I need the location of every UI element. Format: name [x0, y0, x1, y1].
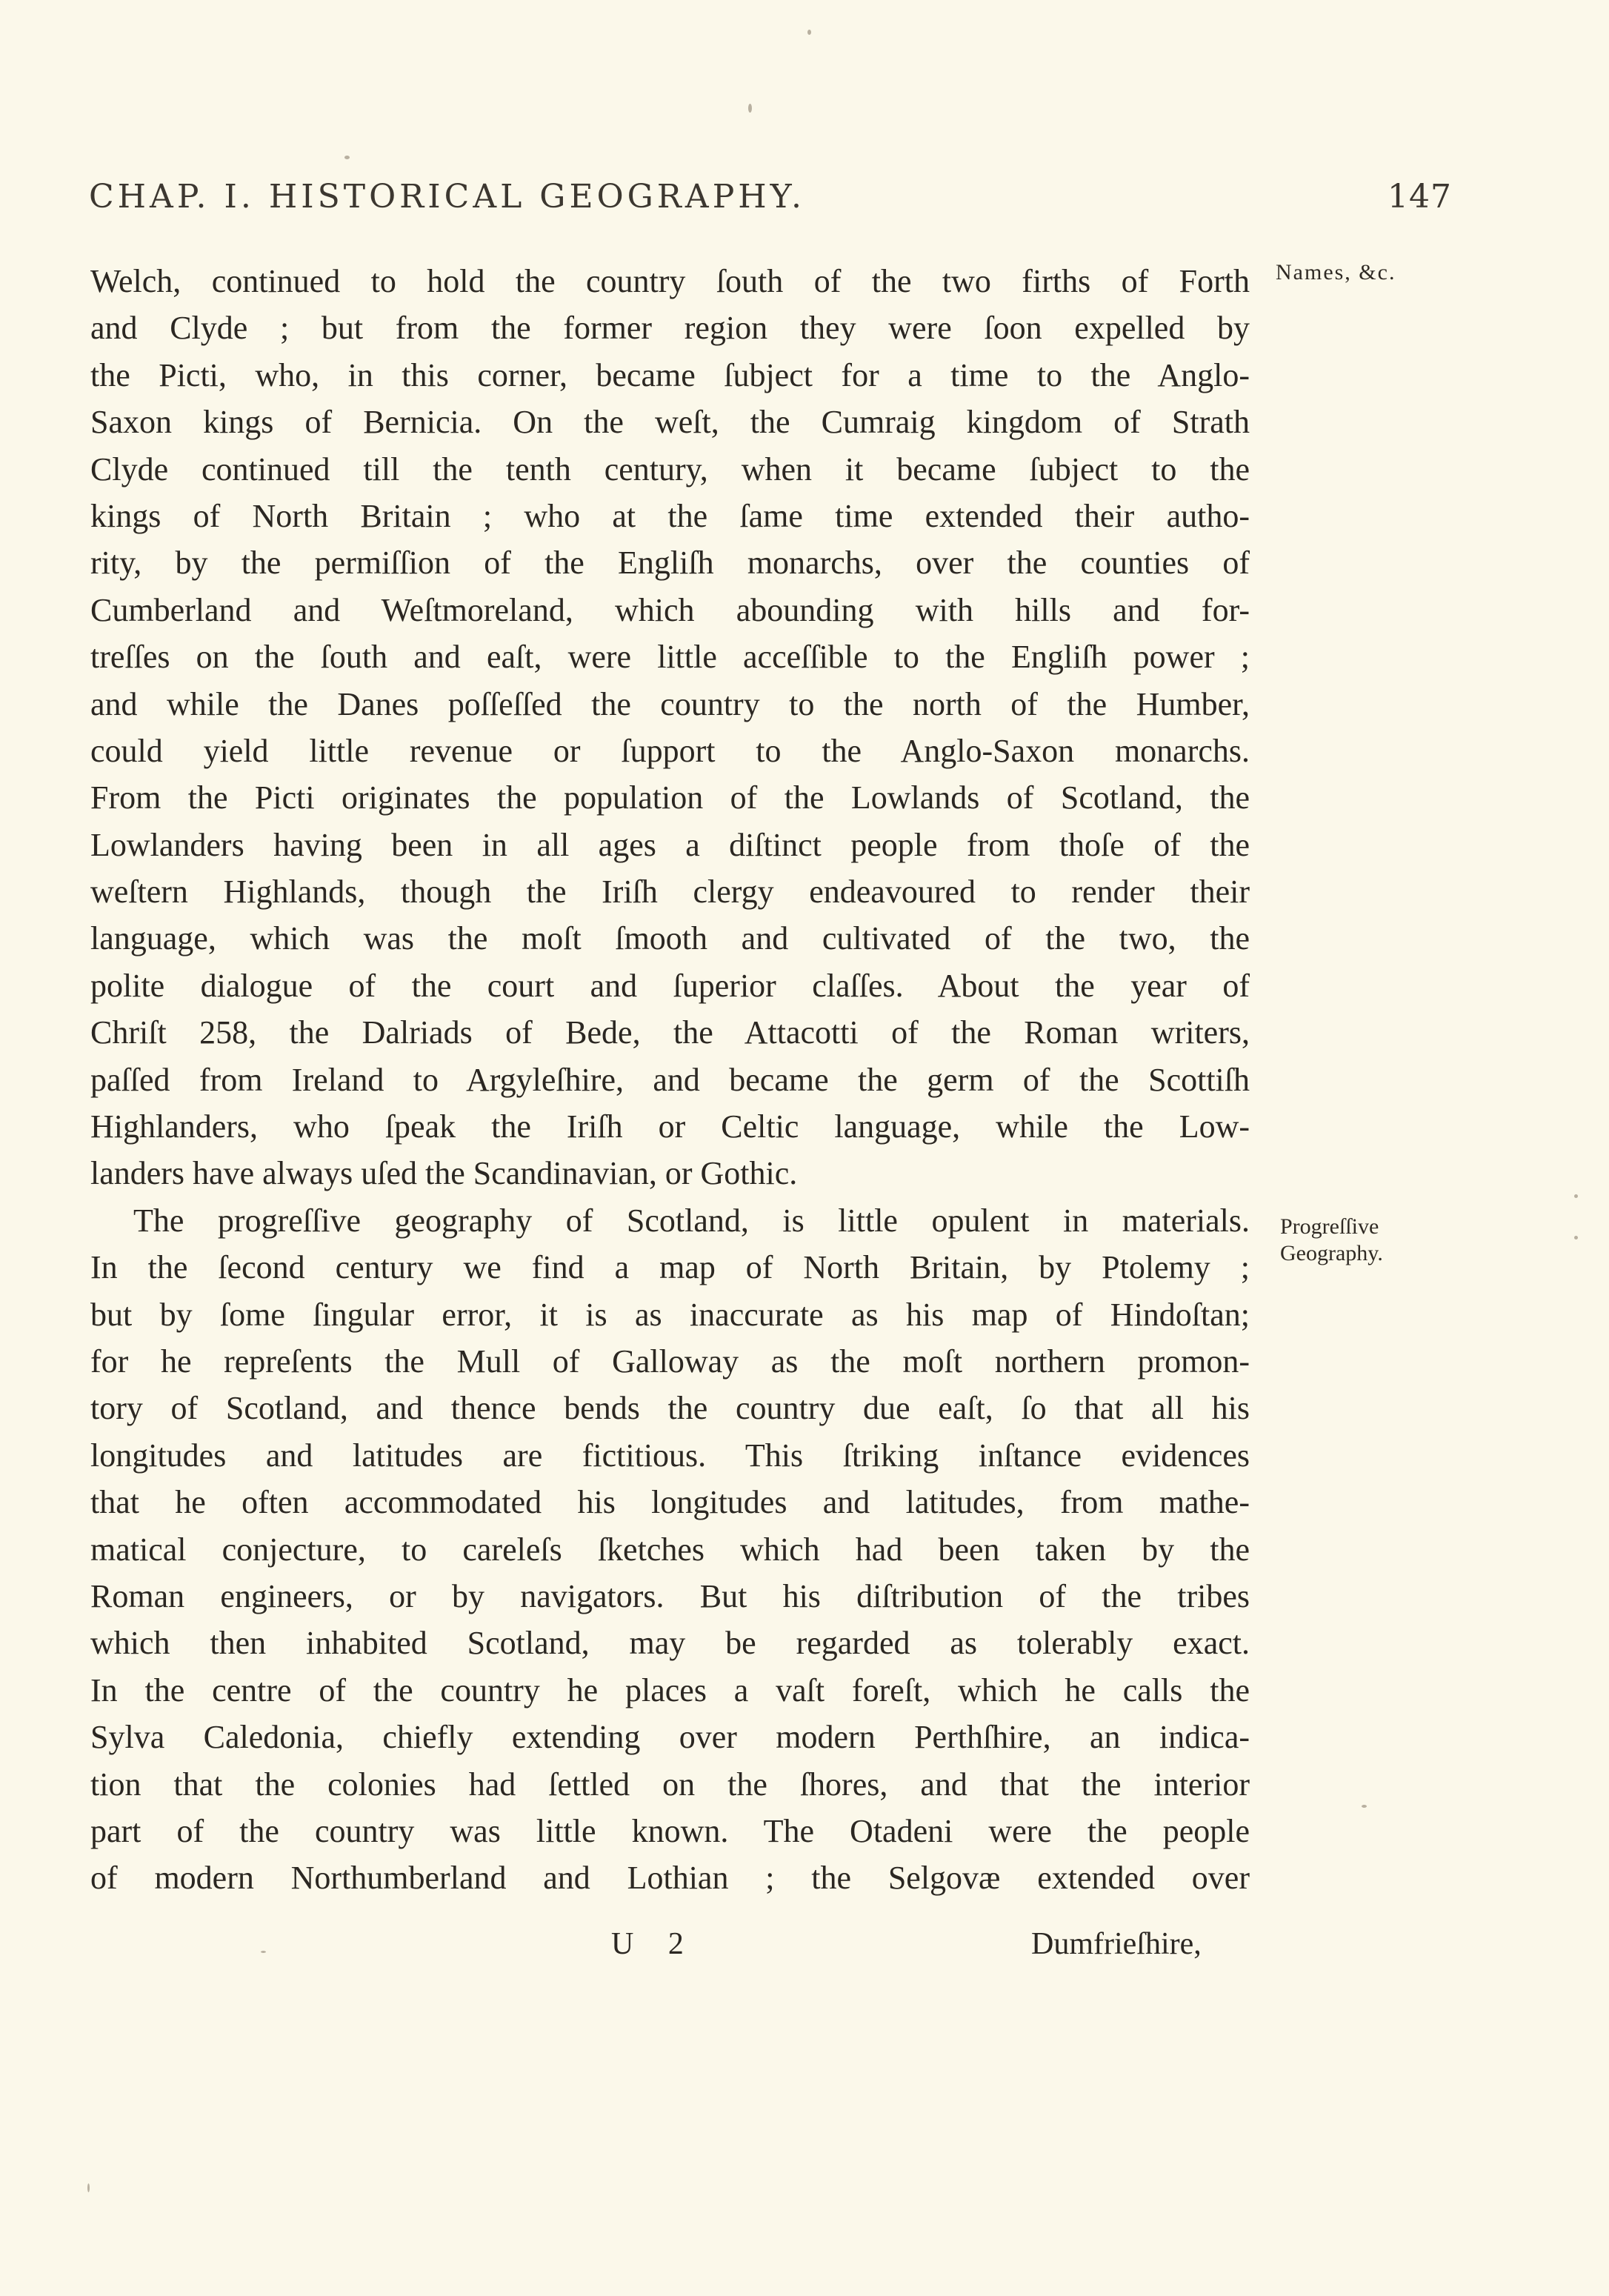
text-line: and Clyde ; but from the former region they were ſoon expelled by: [90, 310, 1250, 347]
text-line: Roman engineers, or by navigators. But his diſtribution of the tribes: [90, 1577, 1250, 1614]
text-line: the Picti, who, in this corner, became ſubject for a time to the Anglo-: [90, 356, 1250, 393]
text-line: which then inhabited Scotland, may be regarded as tolerably exact.: [90, 1625, 1250, 1662]
text-line: Clyde continued till the tenth century, when it became ſubject to the: [90, 450, 1250, 488]
text-line: rity, by the permiſſion of the Engliſh monarchs, over the counties of: [90, 545, 1250, 582]
text-line-paragraph-end: landers have always uſed the Scandinavian, or Gothic.: [90, 1155, 798, 1192]
text-line: Chriſt 258, the Dalriads of Bede, the Attacotti of the Roman writers,: [90, 1014, 1250, 1051]
text-line: weſtern Highlands, though the Iriſh clergy endeavoured to render their: [90, 874, 1250, 911]
paper-speck: [344, 156, 350, 159]
text-line: Saxon kings of Bernicia. On the weſt, the Cumraig kingdom of Strath: [90, 404, 1250, 441]
text-line: could yield little revenue or ſupport to the Anglo-Saxon monarchs.: [90, 732, 1250, 769]
margin-note-names: Names, &c.: [1276, 260, 1396, 284]
text-line: In the centre of the country he places a vaſt foreſt, which he calls the: [90, 1671, 1250, 1708]
text-line: tion that the colonies had ſettled on the ſhores, and that the interior: [90, 1766, 1250, 1803]
paper-speck: [1362, 1805, 1367, 1808]
text-line: language, which was the moſt ſmooth and cultivated of the two, the: [90, 920, 1250, 957]
text-line: In the ſecond century we find a map of North Britain, by Ptolemy ;: [90, 1249, 1250, 1286]
text-line-paragraph-start: The progreſſive geography of Scotland, is little opulent in materials.: [133, 1202, 1250, 1239]
text-line: Welch, continued to hold the country ſouth of the two firths of Forth: [90, 263, 1250, 299]
paper-speck: [87, 2183, 90, 2192]
text-line: for he repreſents the Mull of Galloway as the moſt northern promon-: [90, 1342, 1250, 1380]
text-line: From the Picti originates the population of the Lowlands of Scotland, the: [90, 779, 1250, 816]
margin-note-progressive-geography: [1280, 1214, 1383, 1267]
paper-speck: [807, 30, 811, 35]
text-line: tory of Scotland, and thence bends the country due eaſt, ſo that all his: [90, 1390, 1250, 1427]
text-line: longitudes and latitudes are fictitious. This ſtriking inſtance evidences: [90, 1437, 1250, 1474]
text-line: kings of North Britain ; who at the ſame time extended their autho-: [90, 497, 1250, 534]
text-line: Cumberland and Weſtmoreland, which abounding with hills and for-: [90, 591, 1250, 628]
text-line: Lowlanders having been in all ages a diſtinct people from thoſe of the: [90, 826, 1250, 863]
text-line: part of the country was little known. The Otadeni were the people: [90, 1812, 1250, 1849]
text-line: and while the Danes poſſeſſed the country to the north of the Humber,: [90, 685, 1250, 722]
text-line: treſſes on the ſouth and eaſt, were little acceſſible to the Engliſh power ;: [90, 639, 1250, 676]
margin-note-line: Progreſſive: [1280, 1214, 1379, 1239]
paper-speck: [1574, 1236, 1578, 1239]
text-line: polite dialogue of the court and ſuperior claſſes. About the year of: [90, 967, 1250, 1004]
paper-speck: [748, 104, 752, 113]
catchword: Dumfrieſhire,: [1031, 1927, 1202, 1961]
paper-speck: [1574, 1194, 1578, 1198]
text-line: Highlanders, who ſpeak the Iriſh or Celtic language, while the Low-: [90, 1108, 1250, 1145]
text-line: paſſed from Ireland to Argyleſhire, and became the germ of the Scottiſh: [90, 1061, 1250, 1098]
page-footer: [0, 1926, 1609, 1971]
margin-note-line: Geography.: [1280, 1241, 1383, 1265]
running-header: [89, 178, 1452, 230]
text-line: matical conjecture, to careleſs ſketches which had been taken by the: [90, 1531, 1250, 1568]
signature-mark: U 2: [611, 1927, 697, 1961]
text-line: of modern Northumberland and Lothian ; the Selgovæ extended over: [90, 1860, 1250, 1897]
page-number: 147: [1388, 178, 1452, 216]
body-text: [90, 258, 1250, 1902]
text-line: that he often accommodated his longitudes and latitudes, from mathe-: [90, 1484, 1250, 1521]
text-line: but by ſome ſingular error, it is as inaccurate as his map of Hindoſtan;: [90, 1296, 1250, 1333]
paper-speck: [261, 1951, 266, 1953]
text-line: Sylva Caledonia, chiefly extending over modern Perthſhire, an indica-: [90, 1719, 1250, 1756]
chapter-title: CHAP. I. HISTORICAL GEOGRAPHY.: [89, 178, 806, 216]
